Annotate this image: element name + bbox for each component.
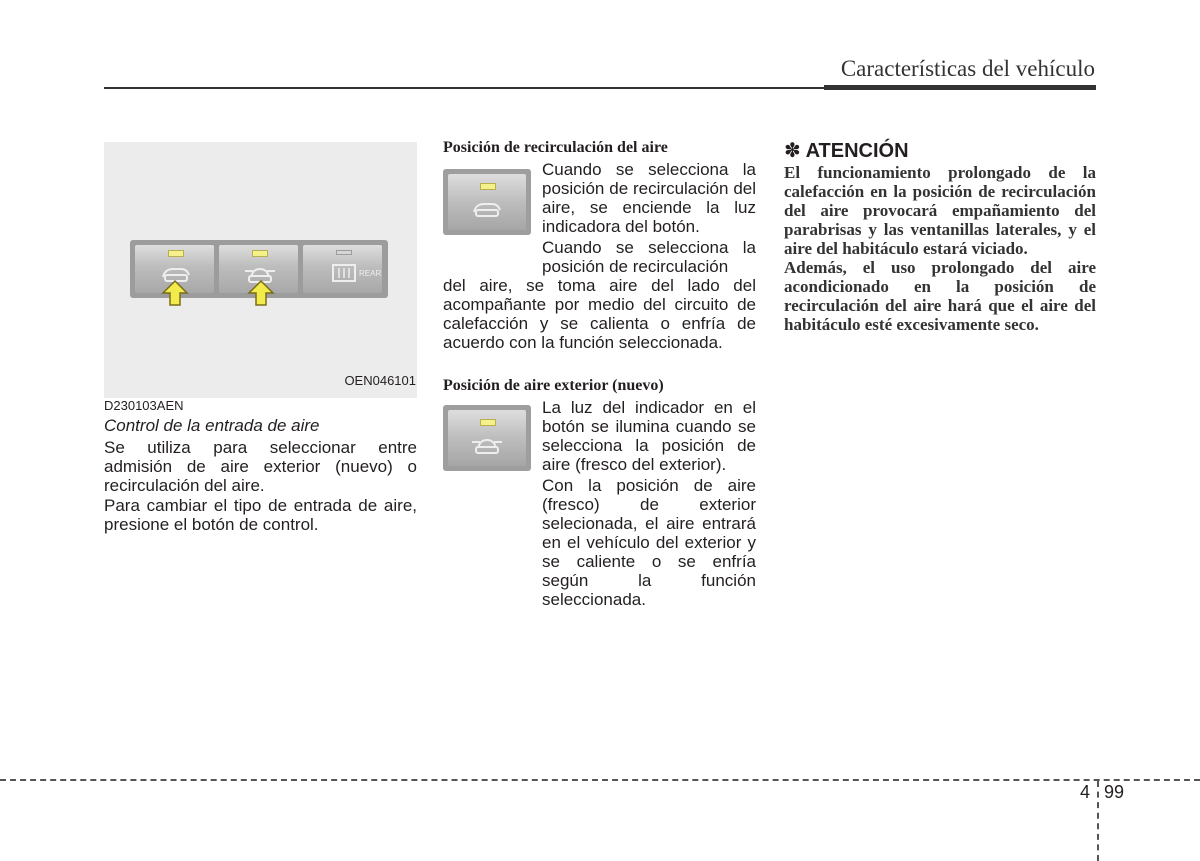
recirculation-paragraph-2-start: Cuando se selecciona la posición de recirculación <box>542 238 756 276</box>
page-header-title: Características del vehículo <box>840 56 1095 81</box>
fresh-air-button-illustration <box>443 405 531 471</box>
up-arrow-icon <box>247 279 275 307</box>
footer-divider <box>1097 781 1099 861</box>
page-number: 99 <box>1104 782 1125 802</box>
recirculation-paragraph-2-cont: del aire, se toma aire del lado del acompañante por medio del circuito de calefacción y se calienta o enfría de acuerdo con la función seleccionada. <box>443 276 756 352</box>
chapter-number: 4 <box>1080 782 1091 802</box>
recirculation-icon <box>470 198 504 220</box>
caution-symbol-icon: ✽ <box>784 140 801 162</box>
section-subheading: Control de la entrada de aire <box>104 416 320 435</box>
caution-paragraph: Además, el uso prolongado del aire acondicionado en la posición de recirculación del aire hará que el aire del habitáculo esté excesivamente seco. <box>784 258 1096 334</box>
caution-title-text: ATENCIÓN <box>805 140 909 162</box>
footer-rule <box>0 779 1200 781</box>
figure-caption: OEN046101 <box>344 373 416 388</box>
up-arrow-icon <box>161 279 189 307</box>
caution-body <box>784 163 1096 334</box>
indicator-led <box>168 250 184 257</box>
recirculation-paragraph-1: Cuando se selecciona la posición de recirculación del aire, se enciende la luz indicadora del botón. <box>542 160 756 236</box>
caution-paragraph: El funcionamiento prolongado de la calefacción en la posición de recirculación del aire provocará empañamiento del parabrisas y las ventanillas laterales, y el aire del habitáculo estará viciado. <box>784 163 1096 258</box>
paragraph: Para cambiar el tipo de entrada de aire, presione el botón de control. <box>104 496 417 534</box>
indicator-led <box>252 250 268 257</box>
fresh-air-heading: Posición de aire exterior (nuevo) <box>443 377 664 394</box>
caution-title <box>784 138 909 163</box>
fresh-air-paragraph-1: La luz del indicador en el botón se ilumina cuando se selecciona la posición de aire (fresco del exterior). <box>542 398 756 474</box>
recirculation-heading: Posición de recirculación del aire <box>443 139 668 156</box>
header-rule-accent <box>824 85 1096 90</box>
rear-label: REAR <box>359 269 382 278</box>
section-code: D230103AEN <box>104 398 184 413</box>
recirculation-button-illustration <box>443 169 531 235</box>
fresh-air-paragraph-2: Con la posición de aire (fresco) de exterior selecionada, el aire entrará en el vehículo del exterior y se caliente o se enfría según la función seleccionada. <box>542 476 756 609</box>
indicator-led <box>480 183 496 190</box>
outside-air-icon <box>470 434 504 456</box>
indicator-led <box>336 250 352 255</box>
indicator-led <box>480 419 496 426</box>
rear-defrost-button <box>303 245 382 293</box>
paragraph: Se utiliza para seleccionar entre admisión de aire exterior (nuevo) o recirculación del aire. <box>104 438 417 495</box>
rear-defrost-icon <box>331 263 357 283</box>
